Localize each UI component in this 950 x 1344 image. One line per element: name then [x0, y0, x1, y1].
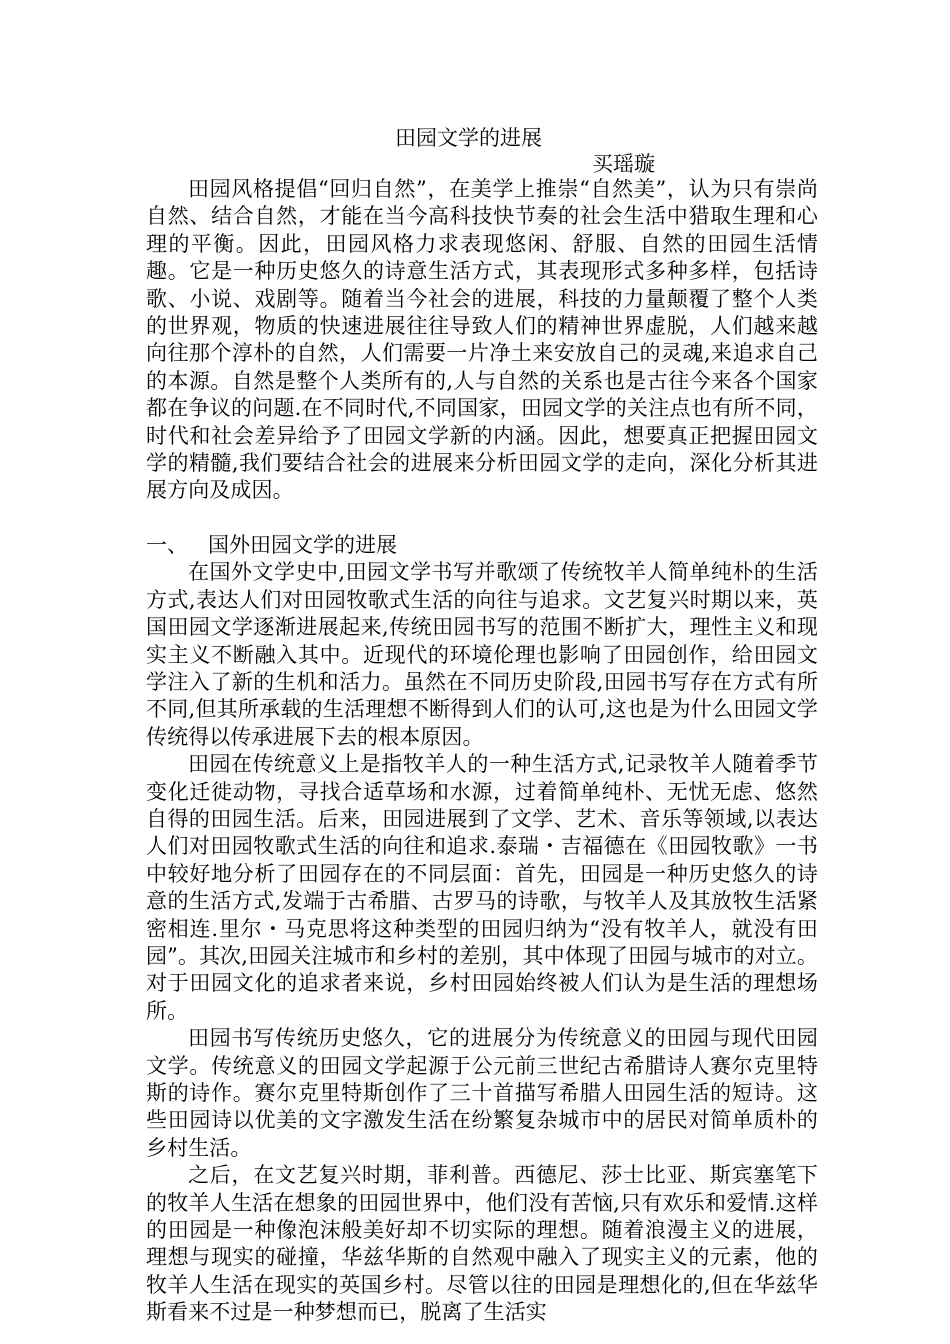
body-paragraph: 之后，在文艺复兴时期，菲利普。西德尼、莎士比亚、斯宾塞笔下的牧羊人生活在想象的田园世界中，他们没有苦恼,只有欢乐和爱情.这样的田园是一种像泡沫般美好却不切实际的理想。随着浪漫主义的进展，理想与现实的碰撞，华兹华斯的自然观中融入了现实主义的元素，他的牧羊人生活在现实的英国乡村。尽管以往的田园是理想化的,但在华兹华斯看来不过是一种梦想而已，脱离了生活实: [146, 1163, 818, 1325]
document-title: 田园文学的进展: [395, 126, 542, 150]
document-body: [146, 176, 818, 1327]
document-author: 买瑶璇: [592, 152, 655, 176]
intro-paragraph: 田园风格提倡“回归自然”，在美学上推崇“自然美”，认为只有崇尚自然、结合自然，才能在当今高科技快节奏的社会生活中猎取生理和心理的平衡。因此，田园风格力求表现悠闲、舒服、自然的田园生活情趣。它是一种历史悠久的诗意生活方式，其表现形式多种多样，包括诗歌、小说、戏剧等。随着当今社会的进展，科技的力量颠覆了整个人类的世界观，物质的快速进展往往导致人们的精神世界虚脱，人们越来越向往那个淳朴的自然，人们需要一片净土来安放自己的灵魂,来追求自己的本源。自然是整个人类所有的,人与自然的关系也是古往今来各个国家都在争议的问题.在不同时代,不同国家，田园文学的关注点也有所不同，时代和社会差异给予了田园文学新的内涵。因此，想要真正把握田园文学的精髓,我们要结合社会的进展来分析田园文学的走向，深化分析其进展方向及成因。: [146, 177, 818, 503]
section-heading-text: 国外田园文学的进展: [208, 532, 397, 557]
body-paragraph: 在国外文学史中,田园文学书写并歌颂了传统牧羊人简单纯朴的生活方式,表达人们对田园牧歌式生活的向往与追求。文艺复兴时期以来，英国田园文学逐渐进展起来,传统田园书写的范围不断扩大，理性主义和现实主义不断融入其中。近现代的环境伦理也影响了田园创作，给田园文学注入了新的生机和活力。虽然在不同历史阶段,田园书写存在方式有所不同,但其所承载的生活理想不断得到人们的认可,这也是为什么田园文学传统得以传承进展下去的根本原因。: [146, 560, 818, 749]
body-paragraph: 田园书写传统历史悠久，它的进展分为传统意义的田园与现代田园文学。传统意义的田园文学起源于公元前三世纪古希腊诗人赛尔克里特斯的诗作。赛尔克里特斯创作了三十首描写希腊人田园生活的短诗。这些田园诗以优美的文字激发生活在纷繁复杂城市中的居民对简单质朴的乡村生活。: [146, 1026, 818, 1160]
section-number: 一、: [146, 532, 188, 557]
section-heading: [146, 532, 818, 559]
body-paragraph: 田园在传统意义上是指牧羊人的一种生活方式,记录牧羊人随着季节变化迁徙动物，寻找合适草场和水源，过着简单纯朴、无忧无虑、悠然自得的田园生活。后来，田园进展到了文学、艺术、音乐等领域,以表达人们对田园牧歌式生活的向往和追求.泰瑞・吉福德在《田园牧歌》一书中较好地分析了田园存在的不同层面：首先，田园是一种历史悠久的诗意的生活方式,发端于古希腊、古罗马的诗歌，与牧羊人及其放牧生活紧密相连.里尔・马克思将这种类型的田园归纳为“没有牧羊人，就没有田园”。其次,田园关注城市和乡村的差别，其中体现了田园与城市的对立。对于田园文化的追求者来说，乡村田园始终被人们认为是生活的理想场所。: [146, 752, 818, 1023]
